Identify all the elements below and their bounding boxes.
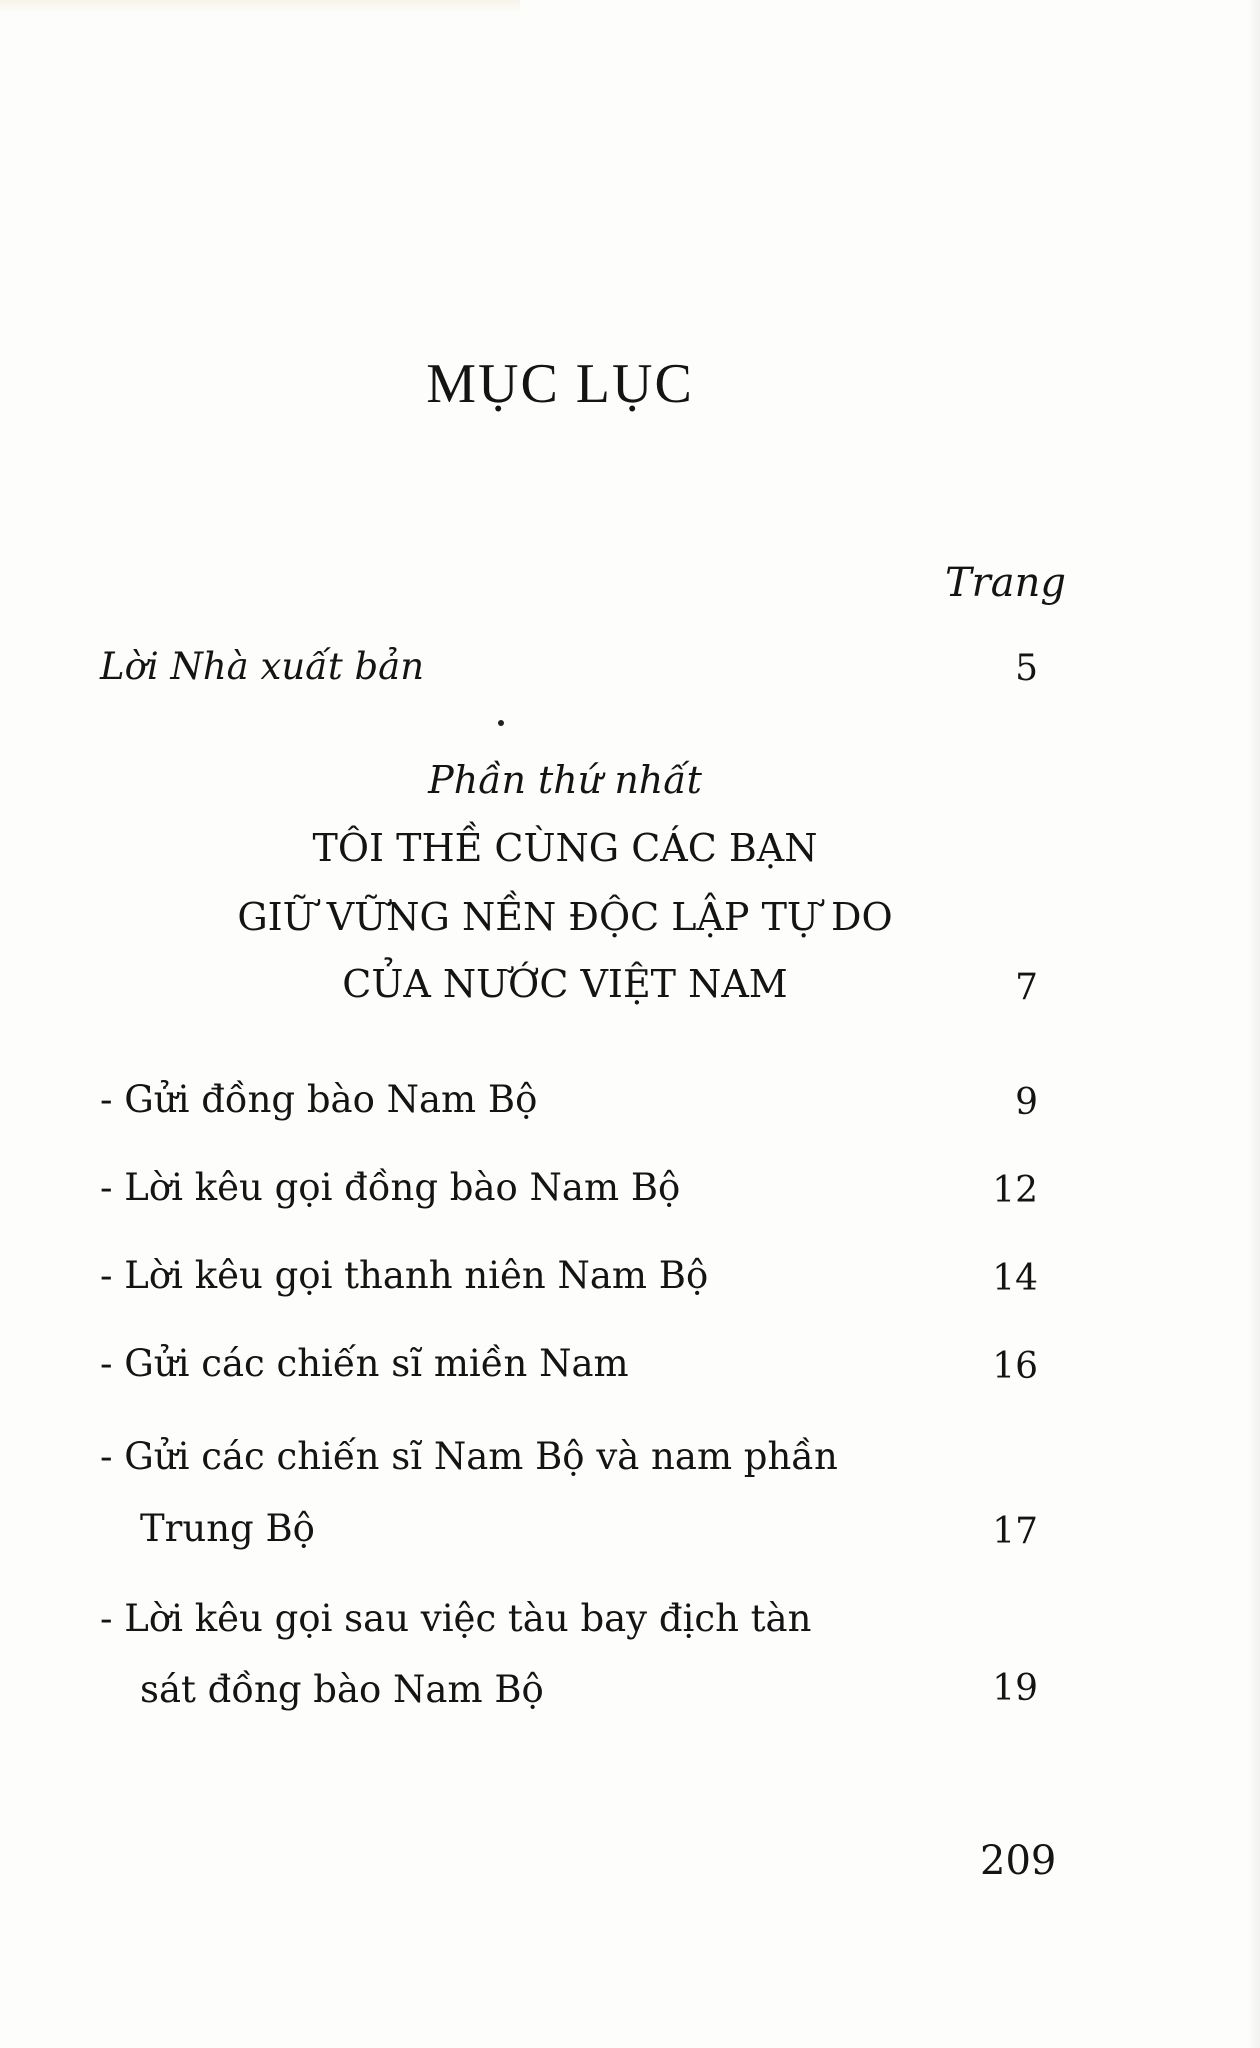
toc-page-number: 14	[992, 1258, 1038, 1299]
toc-page-number: 5	[1015, 648, 1038, 689]
part-title-line-2[interactable]: GIỮ VỮNG NỀN ĐỘC LẬP TỰ DO	[237, 895, 893, 939]
page-folio-number: 209	[980, 1838, 1057, 1884]
toc-entry[interactable]: - Lời kêu gọi đồng bào Nam Bộ	[100, 1166, 681, 1209]
toc-page-number: 7	[1015, 967, 1038, 1008]
page-title: MỤC LỤC	[426, 353, 694, 415]
toc-entry[interactable]: - Lời kêu gọi sau việc tàu bay địch tàn	[100, 1597, 812, 1640]
toc-entry-continuation[interactable]: Trung Bộ	[140, 1507, 315, 1550]
toc-entry[interactable]: - Gửi các chiến sĩ miền Nam	[100, 1342, 629, 1385]
toc-page-number: 17	[992, 1511, 1038, 1552]
toc-page-number: 9	[1015, 1082, 1038, 1123]
toc-page-number: 16	[992, 1346, 1038, 1387]
part-label: Phần thứ nhất	[428, 758, 702, 802]
toc-page-number: 12	[992, 1170, 1038, 1211]
toc-page-number: 19	[992, 1668, 1038, 1709]
stray-dot	[498, 720, 504, 726]
page-edge-right	[1248, 0, 1260, 2048]
page-edge-top	[0, 0, 520, 14]
toc-entry-continuation[interactable]: sát đồng bào Nam Bộ	[140, 1668, 544, 1711]
part-title-line-1[interactable]: TÔI THỀ CÙNG CÁC BẠN	[312, 826, 818, 870]
part-title-line-3[interactable]: CỦA NƯỚC VIỆT NAM	[342, 962, 788, 1006]
toc-entry[interactable]: - Gửi các chiến sĩ Nam Bộ và nam phần	[100, 1435, 838, 1478]
toc-entry[interactable]: - Gửi đồng bào Nam Bộ	[100, 1078, 538, 1121]
page-column-label: Trang	[945, 560, 1067, 606]
toc-entry-front-matter[interactable]: Lời Nhà xuất bản	[100, 645, 425, 688]
toc-entry[interactable]: - Lời kêu gọi thanh niên Nam Bộ	[100, 1254, 709, 1297]
